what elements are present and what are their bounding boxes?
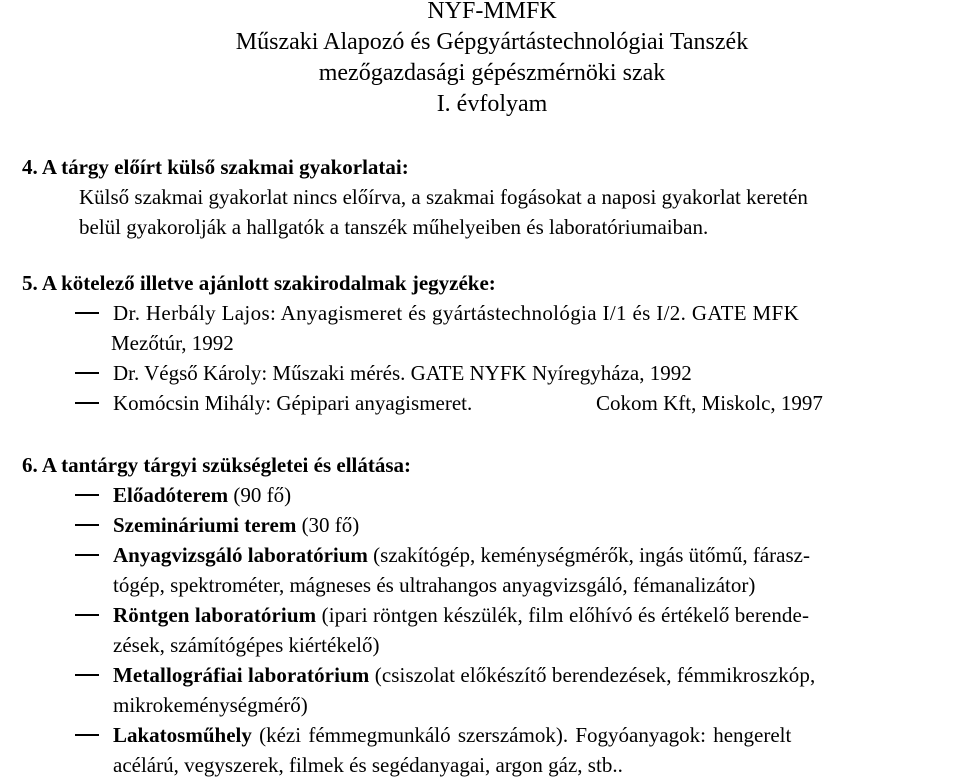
requirement-line	[113, 540, 954, 570]
dash-bullet-icon	[75, 674, 99, 676]
header-year: I. évfolyam	[436, 91, 548, 117]
literature-item-line-row	[113, 388, 954, 418]
list-item	[22, 720, 954, 780]
requirement-detail-line: mikrokeménységmérő)	[113, 693, 308, 717]
requirement-detail: (szakítógép, keménységmérők, ingás ütőmű, fárasz-	[367, 543, 810, 567]
requirement-detail: (30 fő)	[296, 513, 360, 537]
dash-bullet-icon	[75, 372, 99, 374]
literature-item-line: Dr. Herbály Lajos: Anyagismeret és gyártástechnológia I/1 és I/2. GATE MFK	[113, 301, 800, 325]
dash-bullet-icon	[75, 524, 99, 526]
section-4-text-line: Külső szakmai gyakorlat nincs előírva, a szakmai fogásokat a naposi gyakorlat keretén	[79, 185, 808, 209]
dash-bullet-icon	[75, 312, 99, 314]
dash-bullet-icon	[75, 614, 99, 616]
section-5-title: 5. A kötelező illetve ajánlott szakirodalmak jegyzéke:	[22, 271, 496, 295]
dash-bullet-icon	[75, 402, 99, 404]
requirement-detail: (kézi fémmegmunkáló szerszámok). Fogyóanyagok: hengerelt	[251, 723, 792, 747]
dash-bullet-icon	[75, 734, 99, 736]
document-header	[0, 0, 960, 120]
section-4-text	[22, 182, 954, 242]
list-item	[22, 600, 954, 660]
requirement-name: Lakatosműhely	[113, 723, 252, 747]
requirement-line	[113, 600, 954, 630]
list-item	[22, 358, 954, 388]
section-4-text-line: belül gyakorolják a hallgatók a tanszék műhelyeiben és laboratóriumaiban.	[79, 215, 709, 239]
requirements-list	[22, 480, 954, 780]
section-requirements	[22, 450, 954, 780]
list-item	[22, 480, 954, 510]
list-item	[22, 540, 954, 600]
section-6-title: 6. A tantárgy tárgyi szükségletei és ellátása:	[22, 453, 412, 477]
requirement-detail-line: zések, számítógépes kiértékelő)	[113, 633, 380, 657]
section-practice	[22, 152, 954, 242]
literature-list	[22, 298, 954, 418]
literature-item-line: Komócsin Mihály: Gépipari anyagismeret.	[113, 391, 473, 415]
requirement-detail-line: tógép, spektrométer, mágneses és ultrahangos anyagvizsgáló, fémanalizátor)	[113, 573, 756, 597]
header-institution: NYF-MMFK	[427, 0, 557, 24]
list-item	[22, 510, 954, 540]
literature-item-line: Dr. Végső Károly: Műszaki mérés. GATE NYFK Nyíregyháza, 1992	[113, 361, 692, 385]
requirement-name: Előadóterem	[113, 483, 229, 507]
requirement-name: Metallográfiai laboratórium	[113, 663, 370, 687]
section-4-title: 4. A tárgy előírt külső szakmai gyakorlatai:	[22, 155, 409, 179]
section-literature	[22, 268, 954, 418]
list-item	[22, 660, 954, 720]
requirement-name: Anyagvizsgáló laboratórium	[113, 543, 368, 567]
requirement-detail: (ipari röntgen készülék, film előhívó és értékelő berende-	[316, 603, 810, 627]
requirement-line	[113, 720, 954, 750]
requirement-detail-line: acélárú, vegyszerek, filmek és segédanyagai, argon gáz, stb..	[113, 753, 623, 777]
header-program: mezőgazdasági gépészmérnöki szak	[318, 60, 666, 86]
requirement-detail: (csiszolat előkészítő berendezések, fémmikroszkóp,	[369, 663, 816, 687]
list-item	[22, 388, 954, 418]
requirement-detail: (90 fő)	[228, 483, 292, 507]
list-item	[22, 298, 954, 358]
dash-bullet-icon	[75, 494, 99, 496]
dash-bullet-icon	[75, 554, 99, 556]
literature-item-line: Mezőtúr, 1992	[111, 331, 234, 355]
requirement-name: Röntgen laboratórium	[113, 603, 317, 627]
requirement-name: Szemináriumi terem	[113, 513, 297, 537]
header-department: Műszaki Alapozó és Gépgyártástechnológiai Tanszék	[235, 29, 749, 55]
literature-item-publisher: Cokom Kft, Miskolc, 1997	[596, 391, 823, 415]
requirement-line	[113, 660, 954, 690]
